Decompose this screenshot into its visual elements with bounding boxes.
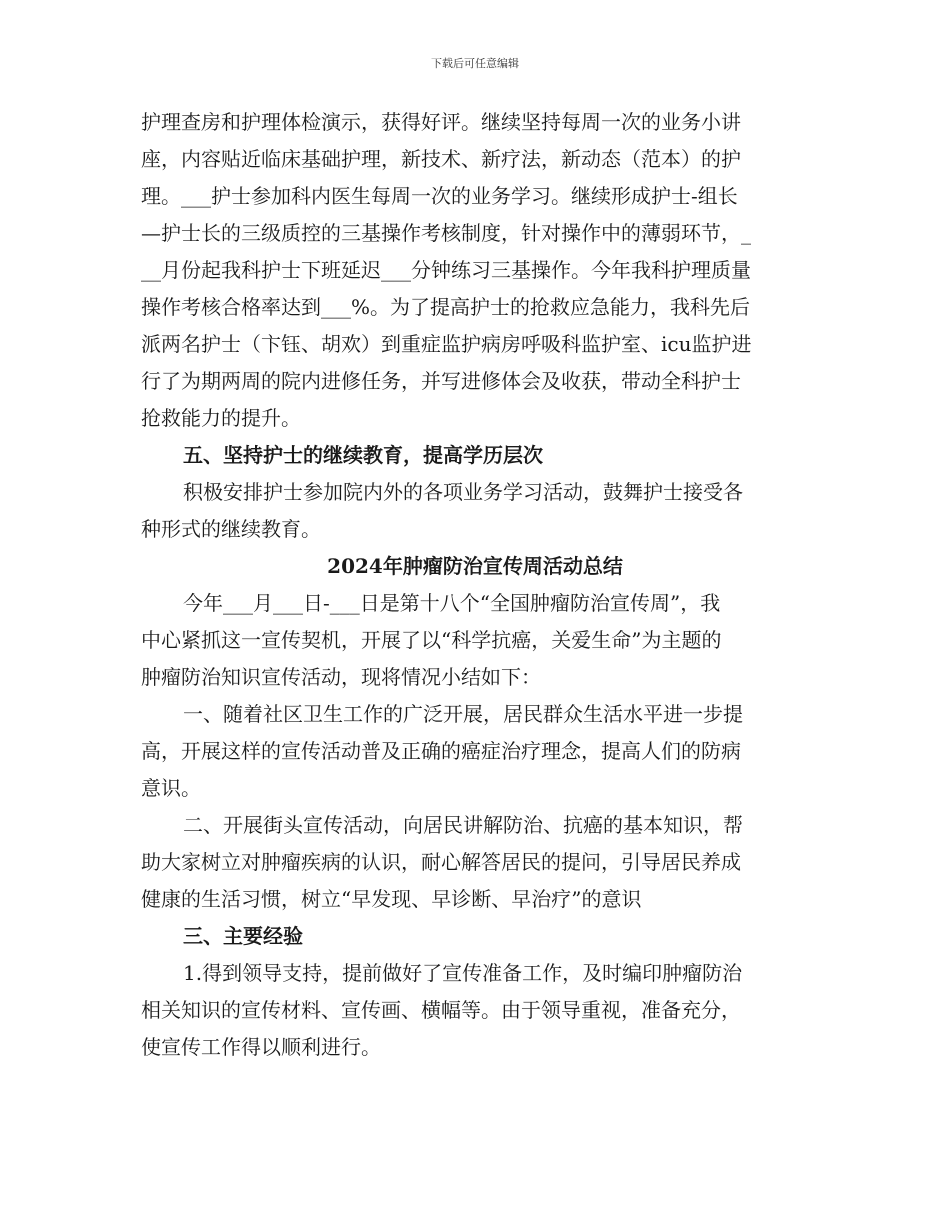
body-line: 积极安排护士参加院内外的各项业务学习活动，鼓舞护士接受各: [183, 480, 743, 504]
body-line: 1.得到领导支持，提前做好了宣传准备工作，及时编印肿瘤防治: [183, 961, 743, 985]
document-body: [141, 104, 809, 1066]
body-line: 中心紧抓这一宣传契机，开展了以“科学抗癌，关爱生命”为主题的: [141, 628, 722, 652]
body-line: 种形式的继续教育。: [141, 517, 321, 541]
body-line: 理。___护士参加科内医生每周一次的业务学习。继续形成护士-组长: [141, 184, 738, 208]
body-line: 座，内容贴近临床基础护理，新技术、新疗法，新动态（范本）的护: [141, 147, 741, 171]
section-heading-5: 五、坚持护士的继续教育，提高学历层次: [183, 443, 543, 467]
body-line: 健康的生活习惯，树立“早发现、早诊断、早治疗”的意识: [141, 887, 642, 911]
document-title: 2024年肿瘤防治宣传周活动总结: [327, 554, 623, 578]
body-line: 意识。: [141, 776, 201, 800]
body-line: 肿瘤防治知识宣传活动，现将情况小结如下：: [141, 665, 541, 689]
body-line: 派两名护士（卞钰、胡欢）到重症监护病房呼吸科监护室、icu监护进: [141, 332, 752, 356]
body-line: 二、开展街头宣传活动，向居民讲解防治、抗癌的基本知识，帮: [183, 813, 743, 837]
body-line: 今年___月___日-___日是第十八个“全国肿瘤防治宣传周”，我: [183, 591, 721, 615]
body-line: 抢救能力的提升。: [141, 406, 301, 430]
body-line: 操作考核合格率达到___%。为了提高护士的抢救应急能力，我科先后: [141, 295, 751, 319]
body-line: 助大家树立对肿瘤疾病的认识，耐心解答居民的提问，引导居民养成: [141, 850, 741, 874]
body-line: —护士长的三级质控的三基操作考核制度，针对操作中的薄弱环节，_: [141, 221, 751, 245]
body-line: 一、随着社区卫生工作的广泛开展，居民群众生活水平进一步提: [183, 702, 743, 726]
body-line: 使宣传工作得以顺利进行。: [141, 1035, 381, 1059]
body-line: 行了为期两周的院内进修任务，并写进修体会及收获，带动全科护士: [141, 369, 741, 393]
page-header-note: 下载后可任意编辑: [431, 57, 519, 70]
section-heading-3: 三、主要经验: [183, 924, 303, 948]
body-line: __月份起我科护士下班延迟___分钟练习三基操作。今年我科护理质量: [141, 258, 751, 282]
body-line: 高，开展这样的宣传活动普及正确的癌症治疗理念，提高人们的防病: [141, 739, 741, 763]
body-line: 相关知识的宣传材料、宣传画、横幅等。由于领导重视，准备充分，: [141, 998, 741, 1022]
body-line: 护理查房和护理体检演示，获得好评。继续坚持每周一次的业务小讲: [141, 110, 741, 134]
